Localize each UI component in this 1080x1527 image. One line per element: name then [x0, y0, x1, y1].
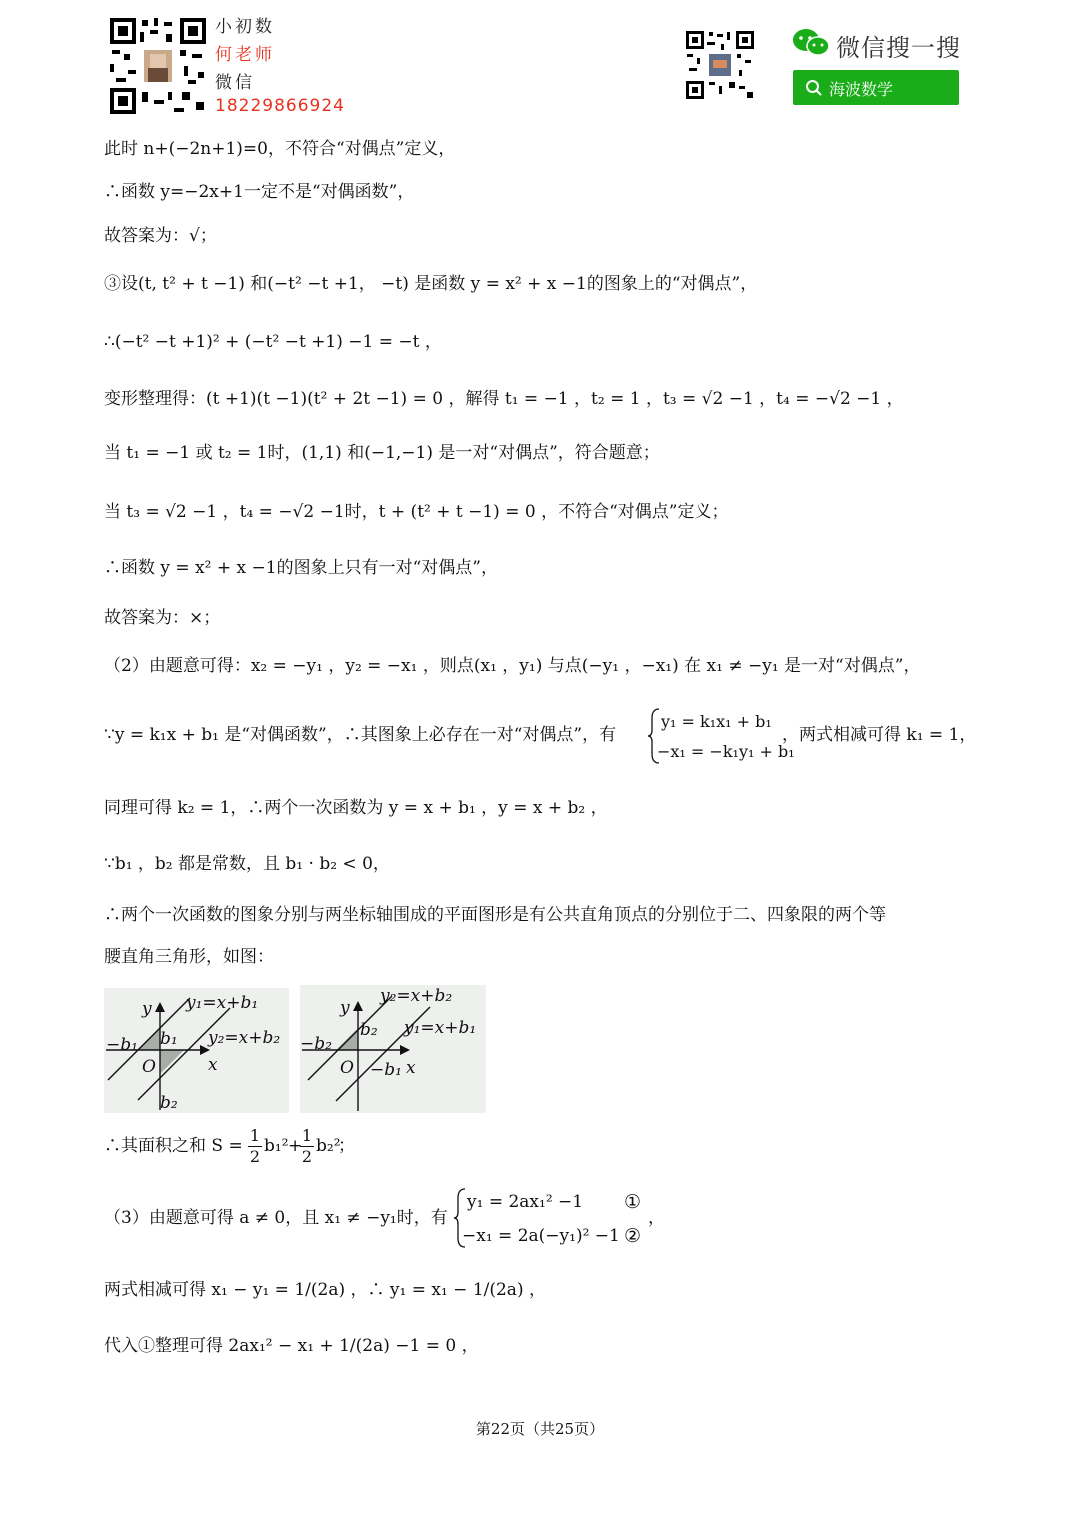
system2-prefix: （3）由题意可得 a ≠ 0，且 x₁ ≠ −y₁时，有	[104, 1208, 448, 1228]
text-line-15: 腰直角三角形，如图：	[104, 947, 274, 967]
area-frac-2-den: 2	[301, 1147, 313, 1166]
text-line-9: ∴函数 y = x² + x −1的图象上只有一对“对偶点”，	[104, 558, 498, 578]
hw-line-1: 小初数	[215, 17, 275, 37]
fig2-line2-label: y₁=x+b₁	[404, 1018, 477, 1038]
search-icon	[805, 79, 823, 97]
area-suffix: ；	[338, 1136, 355, 1156]
fig2-y-axis: y	[340, 998, 350, 1018]
fig1-x-axis: x	[208, 1055, 218, 1075]
area-frac-2-num: 1	[301, 1126, 313, 1145]
text-line-12: 同理可得 k₂ = 1，∴两个一次函数为 y = x + b₁ ，y = x + b₂ ，	[104, 798, 608, 818]
hw-phone: 18229866924	[215, 96, 345, 116]
text-line-8: 当 t₃ = √2 −1 ，t₄ = −√2 −1时，t + (t² + t −1) = 0 ，不符合“对偶点”定义；	[104, 502, 729, 522]
area-frac-1	[248, 1126, 262, 1167]
system2-mark1: ①	[624, 1191, 642, 1213]
system1-suffix: ，两式相减可得 k₁ = 1，	[782, 725, 977, 745]
page-number: 第22页（共25页）	[475, 1420, 605, 1438]
search-button[interactable]	[793, 70, 959, 105]
fig2-b2: b₂	[360, 1020, 378, 1040]
fig2-x-axis: x	[406, 1058, 416, 1078]
text-line-4: ③设(t, t² + t −1) 和(−t² −t +1， −t) 是函数 y = x² + x −1的图象上的“对偶点”，	[104, 274, 758, 294]
figure-right	[300, 985, 486, 1113]
area-term2: b₂²	[316, 1136, 341, 1156]
system2-eq2: −x₁ = 2a(−y₁)² −1	[462, 1226, 620, 1246]
fig2-neg-b1: −b₁	[370, 1060, 402, 1080]
system1-prefix: ∵y = k₁x + b₁ 是“对偶函数”，∴其图象上必存在一对“对偶点”，有	[104, 725, 617, 745]
text-line-14: ∴两个一次函数的图象分别与两坐标轴围成的平面图形是有公共直角顶点的分别位于二、四象限的两个等	[104, 905, 886, 925]
system1-eq1: y₁ = k₁x₁ + b₁	[661, 712, 772, 731]
area-prefix: ∴其面积之和 S =	[104, 1136, 243, 1156]
fig1-neg-b1: −b₁	[106, 1035, 138, 1055]
area-frac-2	[300, 1126, 314, 1167]
fig2-origin: O	[340, 1058, 354, 1078]
text-line-17: 代入①整理可得 2ax₁² − x₁ + 1/(2a) −1 = 0 ，	[104, 1336, 479, 1356]
area-frac-1-den: 2	[249, 1147, 261, 1166]
system2-suffix: ，	[648, 1208, 665, 1228]
fig1-y-axis: y	[142, 999, 152, 1019]
text-line-3: 故答案为：√；	[104, 226, 217, 246]
system1-eq2: −x₁ = −k₁y₁ + b₁	[657, 742, 795, 761]
wechat-icon	[792, 28, 830, 58]
qr-code-right	[685, 30, 755, 100]
hw-line-2: 何老师	[215, 45, 275, 65]
system2-eq1: y₁ = 2ax₁² −1	[467, 1192, 584, 1212]
hw-line-3: 微信	[215, 73, 255, 93]
system2-mark2: ②	[624, 1225, 642, 1247]
area-plus: +	[288, 1136, 303, 1156]
fig2-neg-b2: −b₂	[300, 1034, 332, 1054]
wechat-search-label: 微信搜一搜	[836, 34, 961, 62]
fig1-origin: O	[142, 1057, 156, 1077]
text-line-11: （2）由题意可得：x₂ = −y₁ ，y₂ = −x₁ ，则点(x₁ ，y₁) 与点(−y₁ ，−x₁) 在 x₁ ≠ −y₁ 是一对“对偶点”，	[104, 656, 921, 676]
fig1-line2-label: y₂=x+b₂	[208, 1028, 281, 1048]
fig1-line1-label: y₁=x+b₁	[186, 993, 259, 1013]
text-line-6: 变形整理得：(t +1)(t −1)(t² + 2t −1) = 0 ，解得 t₁ = −1 ，t₂ = 1 ，t₃ = √2 −1 ，t₄ = −√2 −1 ，	[104, 389, 904, 409]
text-line-10: 故答案为：×；	[104, 608, 221, 628]
fig1-b2: b₂	[160, 1093, 178, 1113]
figure-left	[104, 988, 289, 1113]
handwritten-note	[215, 12, 345, 120]
area-term1: b₁²	[264, 1136, 289, 1156]
fig1-b1: b₁	[160, 1029, 178, 1049]
fig2-line1-label: y₂=x+b₂	[380, 986, 453, 1006]
text-line-5: ∴(−t² −t +1)² + (−t² −t +1) −1 = −t ，	[104, 332, 442, 352]
text-line-16: 两式相减可得 x₁ − y₁ = 1/(2a) ，∴ y₁ = x₁ − 1/(2a) ，	[104, 1280, 546, 1300]
text-line-2: ∴函数 y=−2x+1一定不是“对偶函数”，	[104, 182, 415, 202]
search-button-label: 海波数学	[829, 80, 894, 99]
text-line-1: 此时 n+(−2n+1)=0，不符合“对偶点”定义，	[104, 139, 456, 159]
qr-code-left	[108, 16, 208, 116]
area-frac-1-num: 1	[249, 1126, 261, 1145]
text-line-7: 当 t₁ = −1 或 t₂ = 1时，(1,1) 和(−1,−1) 是一对“对偶点”，符合题意；	[104, 443, 660, 463]
text-line-13: ∵b₁ ，b₂ 都是常数，且 b₁ · b₂ < 0，	[104, 854, 390, 874]
